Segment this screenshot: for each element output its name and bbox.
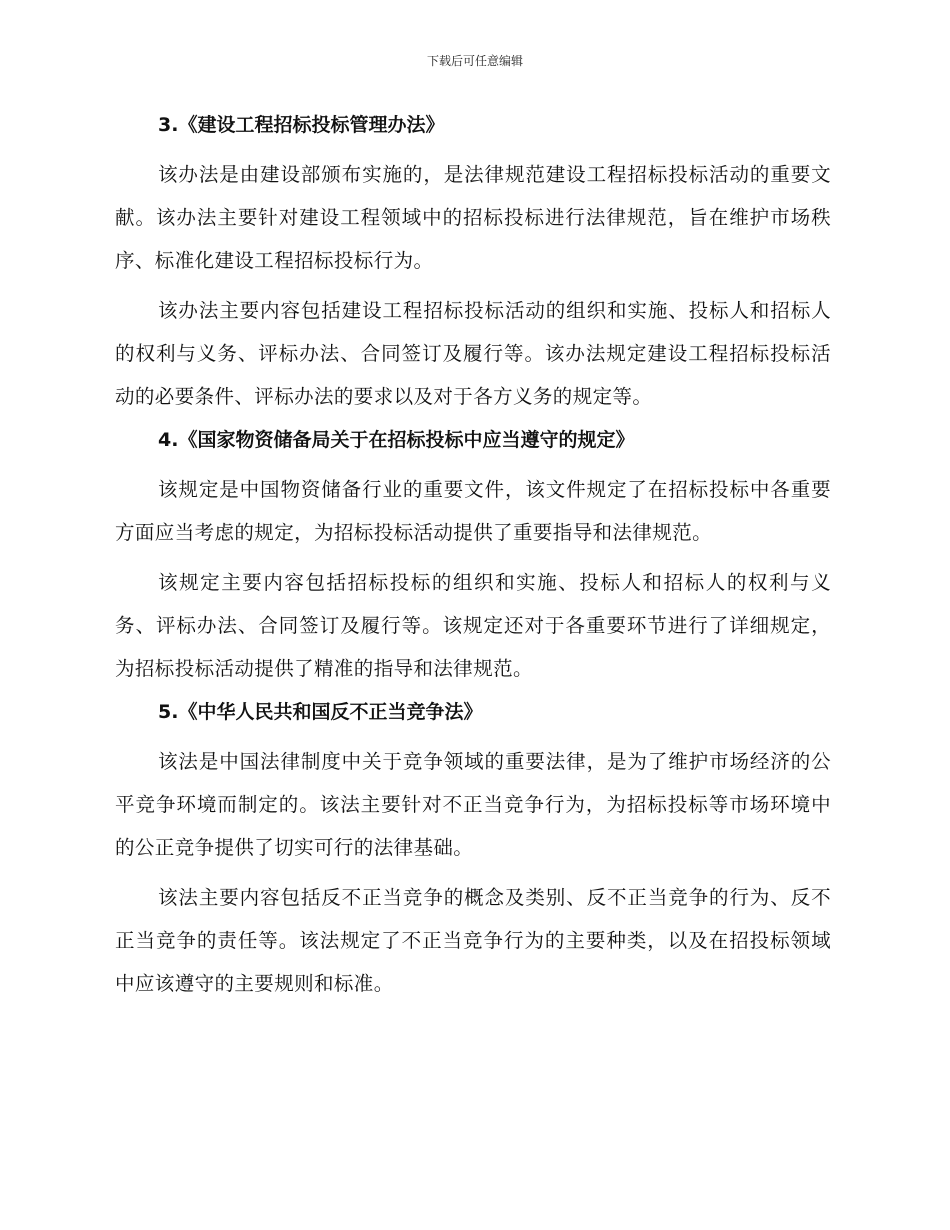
page-header-note: 下载后可任意编辑 [426,54,523,68]
paragraph: 该规定主要内容包括招标投标的组织和实施、投标人和招标人的权利与义务、评标办法、合同签订及履行等。该规定还对于各重要环节进行了详细规定，为招标投标活动提供了精准的指导和法律规范。 [115,571,831,680]
paragraph: 该法主要内容包括反不正当竞争的概念及类别、反不正当竞争的行为、反不正当竞争的责任等。该法规定了不正当竞争行为的主要种类，以及在招投标领域中应该遵守的主要规则和标准。 [115,886,831,995]
section-4 [115,425,831,690]
section-title: 3.《建设工程招标投标管理办法》 [158,114,445,136]
section-title: 5.《中华人民共和国反不正当竞争法》 [158,701,483,723]
section-5 [115,697,831,1005]
paragraph: 该办法主要内容包括建设工程招标投标活动的组织和实施、投标人和招标人的权利与义务、评标办法、合同签订及履行等。该办法规定建设工程招标投标活动的必要条件、评标办法的要求以及对于各方义务的规定等。 [115,299,831,408]
paragraph: 该办法是由建设部颁布实施的，是法律规范建设工程招标投标活动的重要文献。该办法主要针对建设工程领域中的招标投标进行法律规范，旨在维护市场秩序、标准化建设工程招标投标行为。 [115,163,831,272]
paragraph: 该法是中国法律制度中关于竞争领域的重要法律，是为了维护市场经济的公平竞争环境而制定的。该法主要针对不正当竞争行为，为招标投标等市场环境中的公正竞争提供了切实可行的法律基础。 [115,750,831,859]
paragraph: 该规定是中国物资储备行业的重要文件，该文件规定了在招标投标中各重要方面应当考虑的规定，为招标投标活动提供了重要指导和法律规范。 [115,478,831,544]
section-title: 4.《国家物资储备局关于在招标投标中应当遵守的规定》 [158,429,635,451]
section-3 [115,110,831,418]
document-body [115,110,831,1012]
